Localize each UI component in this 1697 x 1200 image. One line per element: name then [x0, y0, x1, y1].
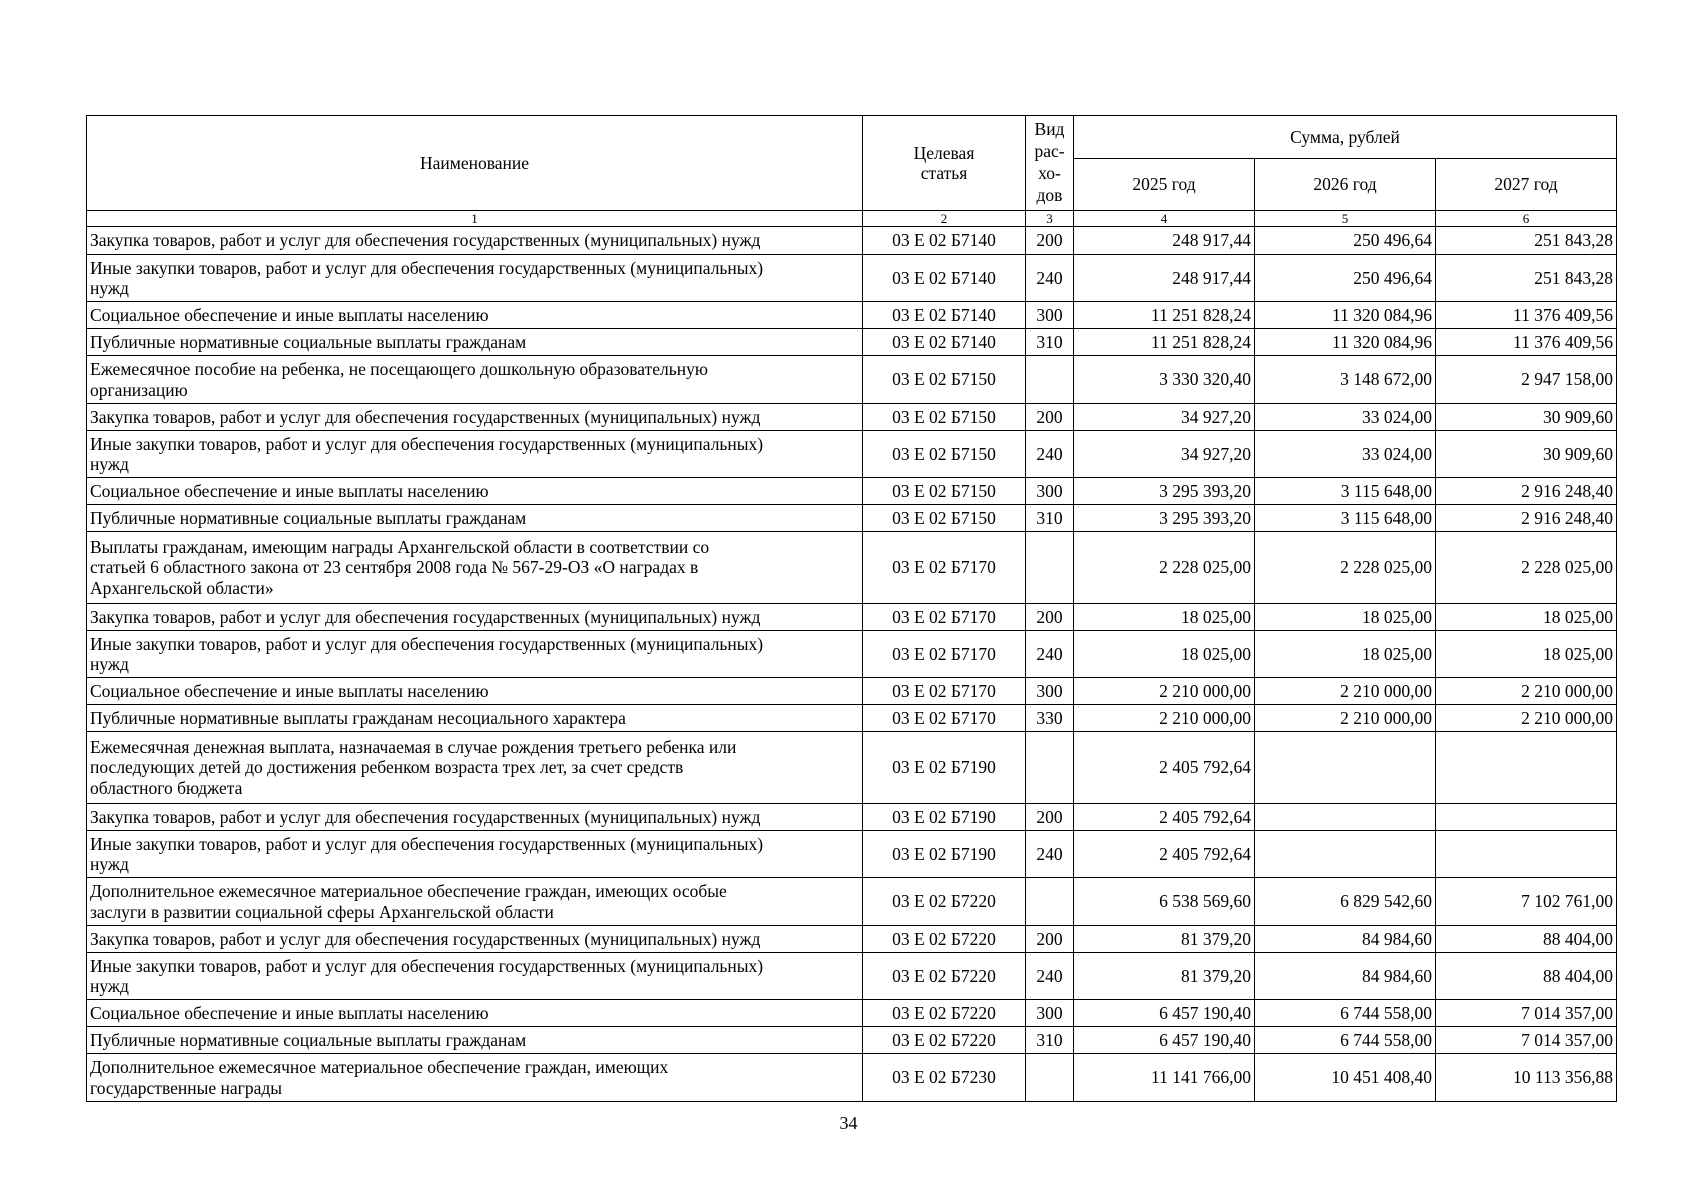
row-target-code: 03 Е 02 Б7150: [863, 356, 1026, 404]
row-sum-2026: 84 984,60: [1255, 953, 1436, 1000]
row-sum-2025: 248 917,44: [1074, 227, 1255, 255]
row-expense-type: 300: [1026, 1000, 1074, 1027]
row-sum-2027: 88 404,00: [1436, 926, 1617, 953]
row-sum-2026: 11 320 084,96: [1255, 302, 1436, 329]
row-name: Публичные нормативные социальные выплаты гражданам: [87, 505, 863, 532]
row-sum-2026: 2 228 025,00: [1255, 532, 1436, 604]
row-expense-type: [1026, 532, 1074, 604]
row-expense-type: 200: [1026, 227, 1074, 255]
row-sum-2026: 18 025,00: [1255, 631, 1436, 678]
row-target-code: 03 Е 02 Б7230: [863, 1054, 1026, 1102]
row-sum-2027: 10 113 356,88: [1436, 1054, 1617, 1102]
table-row: [87, 878, 1617, 926]
row-expense-type: [1026, 1054, 1074, 1102]
row-target-code: 03 Е 02 Б7170: [863, 705, 1026, 732]
row-expense-type: 240: [1026, 953, 1074, 1000]
row-sum-2027: [1436, 831, 1617, 878]
column-number: 1: [87, 211, 863, 227]
row-target-code: 03 Е 02 Б7150: [863, 404, 1026, 431]
table-row: [87, 227, 1617, 255]
row-expense-type: [1026, 356, 1074, 404]
row-target-code: 03 Е 02 Б7140: [863, 227, 1026, 255]
table-body: [87, 227, 1617, 1102]
row-sum-2027: [1436, 732, 1617, 804]
row-name: Социальное обеспечение и иные выплаты населению: [87, 678, 863, 705]
row-sum-2026: 33 024,00: [1255, 404, 1436, 431]
row-target-code: 03 Е 02 Б7140: [863, 329, 1026, 356]
row-expense-type: 300: [1026, 478, 1074, 505]
row-sum-2025: 3 295 393,20: [1074, 505, 1255, 532]
table-row: [87, 705, 1617, 732]
row-target-code: 03 Е 02 Б7190: [863, 831, 1026, 878]
row-sum-2025: 6 538 569,60: [1074, 878, 1255, 926]
table-row: [87, 1000, 1617, 1027]
row-sum-2026: 6 744 558,00: [1255, 1000, 1436, 1027]
table-row: [87, 329, 1617, 356]
row-sum-2026: 11 320 084,96: [1255, 329, 1436, 356]
row-sum-2027: 2 210 000,00: [1436, 705, 1617, 732]
row-expense-type: 310: [1026, 1027, 1074, 1054]
table-row: [87, 953, 1617, 1000]
row-sum-2025: 2 210 000,00: [1074, 705, 1255, 732]
row-sum-2026: [1255, 732, 1436, 804]
row-target-code: 03 Е 02 Б7150: [863, 478, 1026, 505]
row-expense-type: [1026, 878, 1074, 926]
header-name: Наименование: [87, 116, 863, 211]
table-row: [87, 1027, 1617, 1054]
row-name: Закупка товаров, работ и услуг для обеспечения государственных (муниципальных) нужд: [87, 926, 863, 953]
row-sum-2025: 11 251 828,24: [1074, 329, 1255, 356]
table-row: [87, 631, 1617, 678]
table-row: [87, 604, 1617, 631]
row-name: Закупка товаров, работ и услуг для обеспечения государственных (муниципальных) нужд: [87, 804, 863, 831]
row-sum-2027: 251 843,28: [1436, 227, 1617, 255]
row-sum-2026: 2 210 000,00: [1255, 705, 1436, 732]
row-sum-2026: 6 829 542,60: [1255, 878, 1436, 926]
table-row: [87, 732, 1617, 804]
row-sum-2027: 2 210 000,00: [1436, 678, 1617, 705]
column-number: 4: [1074, 211, 1255, 227]
row-sum-2025: 3 330 320,40: [1074, 356, 1255, 404]
table-row: [87, 532, 1617, 604]
row-name: Публичные нормативные выплаты гражданам несоциального характера: [87, 705, 863, 732]
row-sum-2027: 18 025,00: [1436, 604, 1617, 631]
row-name: Публичные нормативные социальные выплаты гражданам: [87, 329, 863, 356]
page-number: 34: [839, 1113, 858, 1133]
row-sum-2026: [1255, 804, 1436, 831]
row-sum-2027: 2 916 248,40: [1436, 505, 1617, 532]
row-target-code: 03 Е 02 Б7170: [863, 678, 1026, 705]
row-target-code: 03 Е 02 Б7220: [863, 926, 1026, 953]
table-row: [87, 831, 1617, 878]
row-sum-2027: 18 025,00: [1436, 631, 1617, 678]
row-sum-2027: 11 376 409,56: [1436, 302, 1617, 329]
row-sum-2025: 34 927,20: [1074, 431, 1255, 478]
row-sum-2025: 2 405 792,64: [1074, 831, 1255, 878]
row-sum-2027: 2 947 158,00: [1436, 356, 1617, 404]
row-sum-2025: 34 927,20: [1074, 404, 1255, 431]
row-name: Закупка товаров, работ и услуг для обеспечения государственных (муниципальных) нужд: [87, 227, 863, 255]
table-row: [87, 804, 1617, 831]
table-row: [87, 431, 1617, 478]
table-row: [87, 356, 1617, 404]
row-sum-2026: 250 496,64: [1255, 227, 1436, 255]
row-sum-2025: 6 457 190,40: [1074, 1000, 1255, 1027]
row-sum-2025: 11 141 766,00: [1074, 1054, 1255, 1102]
row-sum-2025: 6 457 190,40: [1074, 1027, 1255, 1054]
column-number: 5: [1255, 211, 1436, 227]
row-sum-2025: 18 025,00: [1074, 631, 1255, 678]
row-expense-type: 200: [1026, 604, 1074, 631]
row-name: Закупка товаров, работ и услуг для обеспечения государственных (муниципальных) нужд: [87, 404, 863, 431]
row-target-code: 03 Е 02 Б7220: [863, 1000, 1026, 1027]
table-row: [87, 404, 1617, 431]
row-sum-2025: 248 917,44: [1074, 255, 1255, 302]
row-name: Иные закупки товаров, работ и услуг для обеспечения государственных (муниципальных) нужд: [87, 255, 863, 302]
row-name: Ежемесячная денежная выплата, назначаемая в случае рождения третьего ребенка или последующих детей до достижения ребенком возраста трех лет, за счет средств областного бюджета: [87, 732, 863, 804]
column-number: 2: [863, 211, 1026, 227]
row-sum-2025: 18 025,00: [1074, 604, 1255, 631]
row-sum-2025: 11 251 828,24: [1074, 302, 1255, 329]
row-expense-type: 240: [1026, 831, 1074, 878]
row-sum-2027: 2 916 248,40: [1436, 478, 1617, 505]
row-sum-2025: 2 210 000,00: [1074, 678, 1255, 705]
row-name: Иные закупки товаров, работ и услуг для обеспечения государственных (муниципальных) нужд: [87, 431, 863, 478]
row-expense-type: 240: [1026, 631, 1074, 678]
header-sum: Сумма, рублей: [1074, 116, 1617, 159]
row-name: Социальное обеспечение и иные выплаты населению: [87, 1000, 863, 1027]
row-target-code: 03 Е 02 Б7170: [863, 532, 1026, 604]
row-sum-2026: 3 115 648,00: [1255, 478, 1436, 505]
row-expense-type: 200: [1026, 404, 1074, 431]
table-row: [87, 505, 1617, 532]
row-sum-2027: 7 102 761,00: [1436, 878, 1617, 926]
table-row: [87, 255, 1617, 302]
row-sum-2026: 6 744 558,00: [1255, 1027, 1436, 1054]
row-expense-type: 240: [1026, 431, 1074, 478]
row-sum-2027: 251 843,28: [1436, 255, 1617, 302]
row-sum-2025: 3 295 393,20: [1074, 478, 1255, 505]
row-name: Социальное обеспечение и иные выплаты населению: [87, 478, 863, 505]
row-name: Иные закупки товаров, работ и услуг для обеспечения государственных (муниципальных) нужд: [87, 831, 863, 878]
row-sum-2027: 30 909,60: [1436, 404, 1617, 431]
row-name: Социальное обеспечение и иные выплаты населению: [87, 302, 863, 329]
budget-table: [86, 115, 1617, 1102]
row-sum-2026: 84 984,60: [1255, 926, 1436, 953]
row-sum-2025: 81 379,20: [1074, 926, 1255, 953]
table-row: [87, 302, 1617, 329]
row-sum-2026: 10 451 408,40: [1255, 1054, 1436, 1102]
row-sum-2027: 2 228 025,00: [1436, 532, 1617, 604]
row-sum-2025: 81 379,20: [1074, 953, 1255, 1000]
table-row: [87, 478, 1617, 505]
row-target-code: 03 Е 02 Б7190: [863, 804, 1026, 831]
row-expense-type: 310: [1026, 329, 1074, 356]
row-name: Ежемесячное пособие на ребенка, не посещающего дошкольную образовательную организацию: [87, 356, 863, 404]
row-name: Дополнительное ежемесячное материальное обеспечение граждан, имеющих особые заслуги в развитии социальной сферы Архангельской области: [87, 878, 863, 926]
row-name: Публичные нормативные социальные выплаты гражданам: [87, 1027, 863, 1054]
row-expense-type: 310: [1026, 505, 1074, 532]
row-sum-2026: 18 025,00: [1255, 604, 1436, 631]
row-sum-2025: 2 228 025,00: [1074, 532, 1255, 604]
row-name: Закупка товаров, работ и услуг для обеспечения государственных (муниципальных) нужд: [87, 604, 863, 631]
header-target: Целевая статья: [863, 116, 1026, 211]
table-row: [87, 1054, 1617, 1102]
row-expense-type: 240: [1026, 255, 1074, 302]
row-sum-2027: 7 014 357,00: [1436, 1000, 1617, 1027]
row-name: Дополнительное ежемесячное материальное обеспечение граждан, имеющих государственные награды: [87, 1054, 863, 1102]
column-number: 6: [1436, 211, 1617, 227]
row-sum-2026: 3 148 672,00: [1255, 356, 1436, 404]
header-2026: 2026 год: [1255, 159, 1436, 211]
row-target-code: 03 Е 02 Б7220: [863, 953, 1026, 1000]
row-sum-2026: [1255, 831, 1436, 878]
row-target-code: 03 Е 02 Б7150: [863, 431, 1026, 478]
row-sum-2027: 11 376 409,56: [1436, 329, 1617, 356]
row-sum-2027: [1436, 804, 1617, 831]
column-number: 3: [1026, 211, 1074, 227]
row-sum-2026: 2 210 000,00: [1255, 678, 1436, 705]
header-2025: 2025 год: [1074, 159, 1255, 211]
table-row: [87, 926, 1617, 953]
row-target-code: 03 Е 02 Б7170: [863, 631, 1026, 678]
row-target-code: 03 Е 02 Б7190: [863, 732, 1026, 804]
row-target-code: 03 Е 02 Б7220: [863, 878, 1026, 926]
row-sum-2027: 30 909,60: [1436, 431, 1617, 478]
row-target-code: 03 Е 02 Б7170: [863, 604, 1026, 631]
row-name: Выплаты гражданам, имеющим награды Архангельской области в соответствии со статьей 6 областного закона от 23 сентября 2008 года № 567-29-ОЗ «О наградах в Архангельской области»: [87, 532, 863, 604]
row-target-code: 03 Е 02 Б7140: [863, 302, 1026, 329]
row-sum-2026: 33 024,00: [1255, 431, 1436, 478]
row-expense-type: [1026, 732, 1074, 804]
row-sum-2025: 2 405 792,64: [1074, 732, 1255, 804]
row-name: Иные закупки товаров, работ и услуг для обеспечения государственных (муниципальных) нужд: [87, 953, 863, 1000]
header-2027: 2027 год: [1436, 159, 1617, 211]
header-vid: Вид рас- хо- дов: [1026, 116, 1074, 211]
row-target-code: 03 Е 02 Б7140: [863, 255, 1026, 302]
row-sum-2026: 3 115 648,00: [1255, 505, 1436, 532]
row-expense-type: 300: [1026, 302, 1074, 329]
row-expense-type: 330: [1026, 705, 1074, 732]
row-sum-2025: 2 405 792,64: [1074, 804, 1255, 831]
row-expense-type: 300: [1026, 678, 1074, 705]
row-expense-type: 200: [1026, 804, 1074, 831]
row-target-code: 03 Е 02 Б7150: [863, 505, 1026, 532]
row-sum-2027: 88 404,00: [1436, 953, 1617, 1000]
row-sum-2026: 250 496,64: [1255, 255, 1436, 302]
row-name: Иные закупки товаров, работ и услуг для обеспечения государственных (муниципальных) нужд: [87, 631, 863, 678]
row-target-code: 03 Е 02 Б7220: [863, 1027, 1026, 1054]
table-row: [87, 678, 1617, 705]
row-sum-2027: 7 014 357,00: [1436, 1027, 1617, 1054]
row-expense-type: 200: [1026, 926, 1074, 953]
